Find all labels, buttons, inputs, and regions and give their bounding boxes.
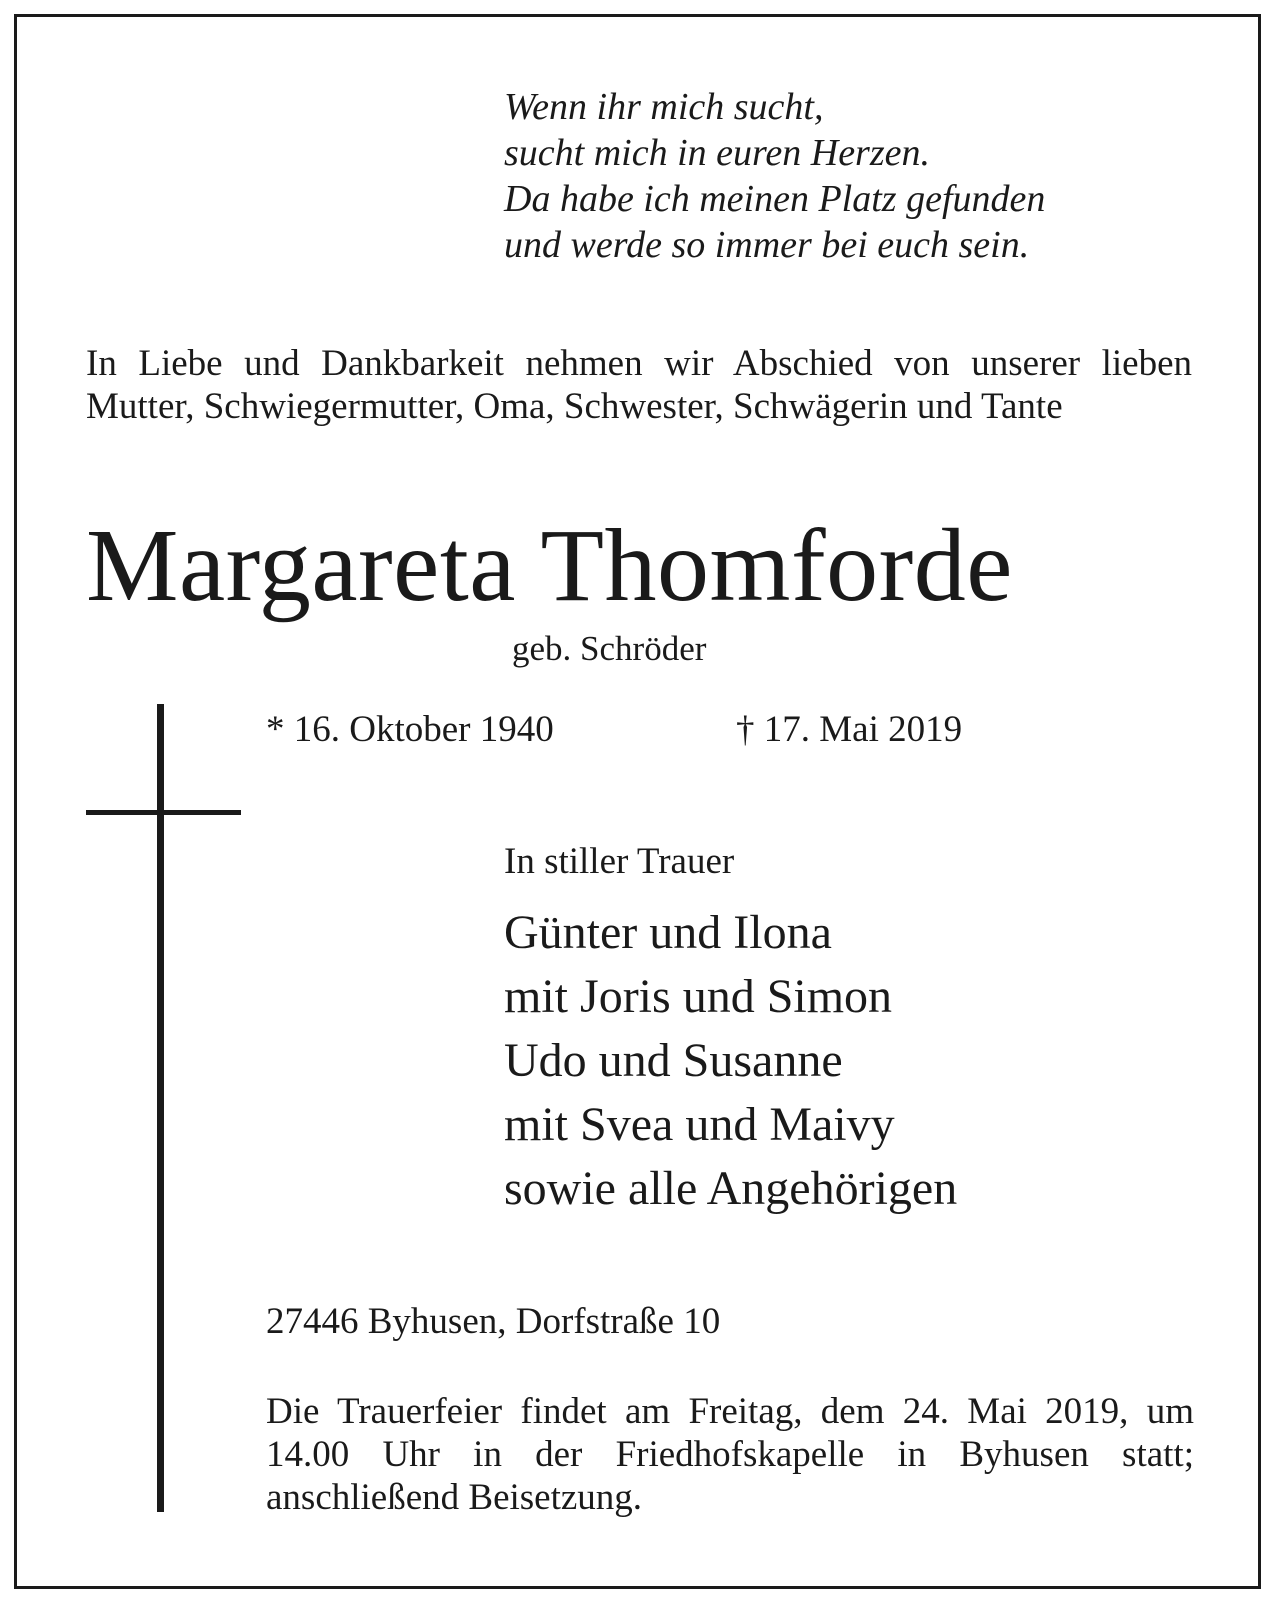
mourner-line: mit Joris und Simon bbox=[504, 970, 893, 1023]
intro-text: In Liebe und Dankbarkeit nehmen wir Abschied von unserer lieben Mutter, Schwiegermutter, Oma, Schwester, Schwägerin und Tante bbox=[86, 343, 1192, 427]
cross-icon bbox=[157, 704, 164, 1512]
mourning-heading: In stiller Trauer bbox=[504, 841, 735, 882]
deceased-name: Margareta Thomforde bbox=[86, 508, 1013, 623]
service-info: Die Trauerfeier findet am Freitag, dem 24. Mai 2019, um 14.00 Uhr in der Friedhofskapelle in Byhusen statt; anschließend Beisetzung. bbox=[266, 1391, 1194, 1518]
poem-line: Da habe ich meinen Platz gefunden bbox=[504, 178, 1046, 220]
poem bbox=[504, 84, 1045, 268]
mourner-line: Udo und Susanne bbox=[504, 1034, 843, 1087]
mourner-line: mit Svea und Maivy bbox=[504, 1098, 895, 1151]
death-date: † 17. Mai 2019 bbox=[736, 709, 963, 750]
mourner-line: Günter und Ilona bbox=[504, 906, 832, 959]
mourners-list bbox=[504, 901, 957, 1221]
maiden-name: geb. Schröder bbox=[512, 629, 707, 668]
cross-icon-bar bbox=[86, 810, 241, 815]
mourner-line: sowie alle Angehörigen bbox=[504, 1162, 958, 1215]
poem-line: Wenn ihr mich sucht, bbox=[504, 86, 824, 128]
poem-line: und werde so immer bei euch sein. bbox=[504, 224, 1030, 266]
birth-date: * 16. Oktober 1940 bbox=[266, 709, 554, 750]
address: 27446 Byhusen, Dorfstraße 10 bbox=[266, 1301, 721, 1342]
poem-line: sucht mich in euren Herzen. bbox=[504, 132, 930, 174]
